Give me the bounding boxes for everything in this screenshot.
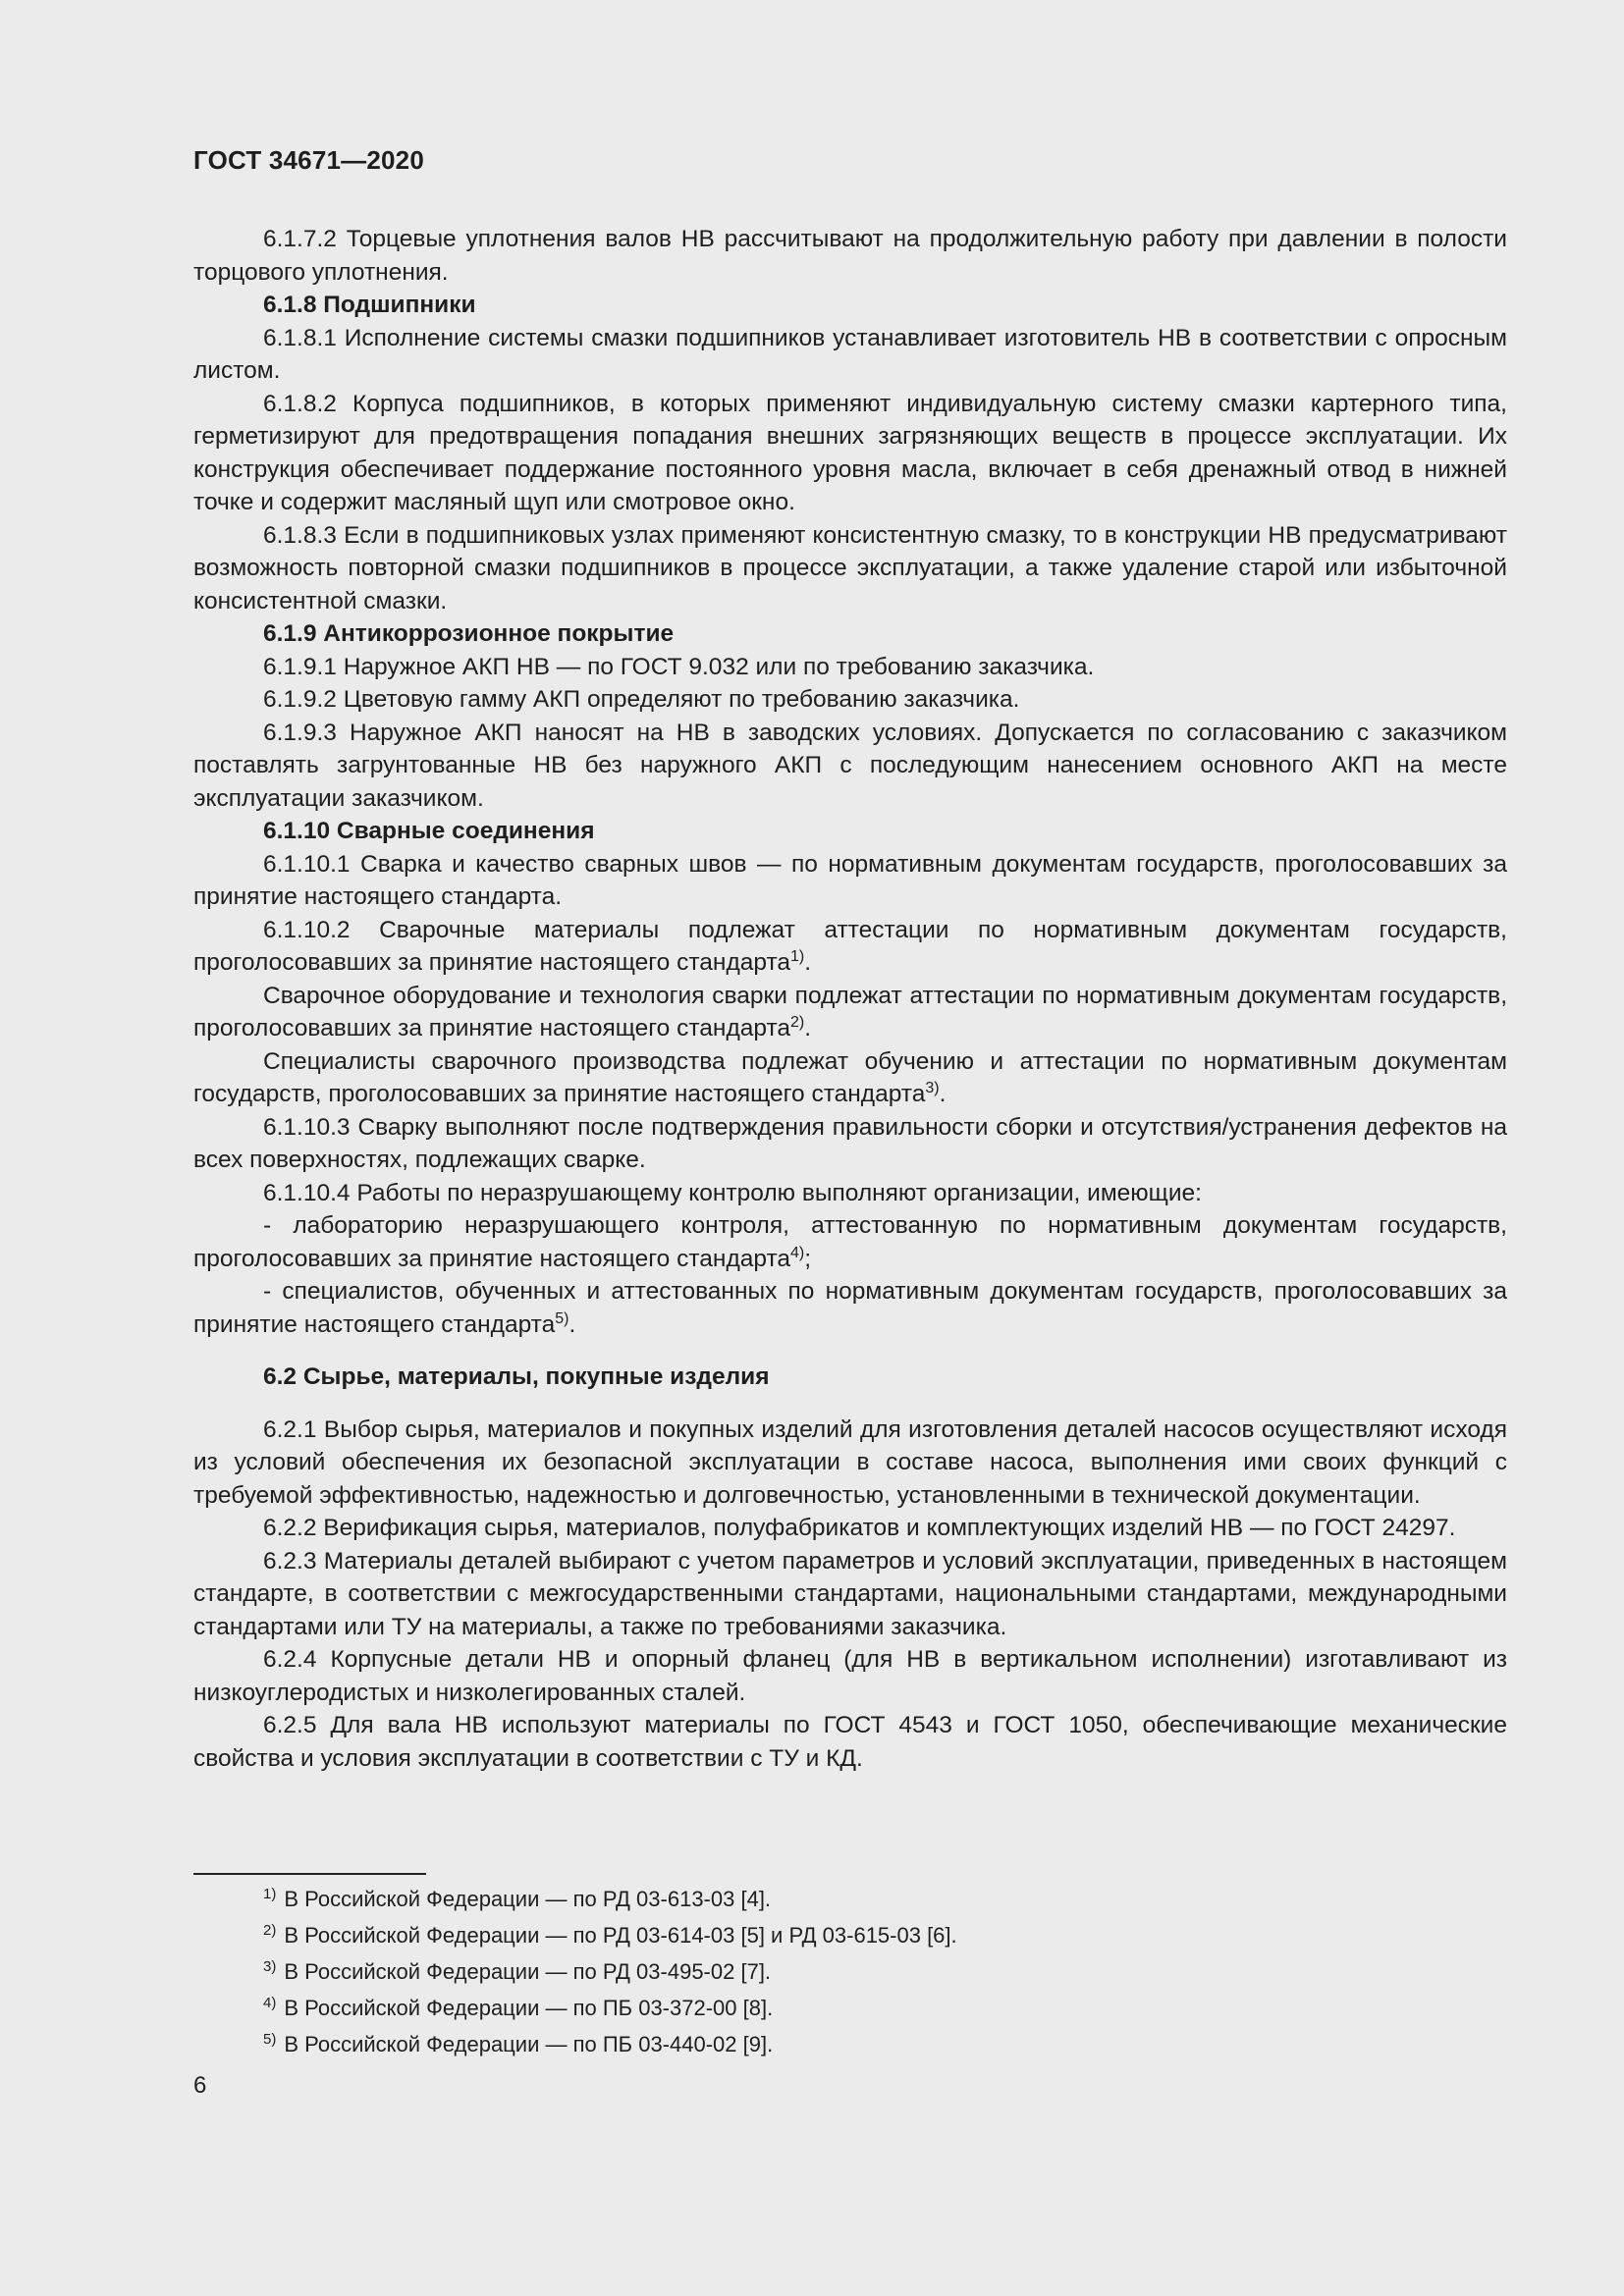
trailing-punct: . [939, 1081, 947, 1107]
footnote [263, 1881, 1441, 1917]
paragraph [193, 914, 1507, 980]
paragraph [193, 519, 1507, 618]
paragraph [193, 322, 1507, 388]
footnote [263, 1990, 1441, 2026]
trailing-punct: . [804, 1015, 812, 1041]
trailing-punct: ; [804, 1245, 812, 1272]
paragraph [193, 651, 1507, 684]
paragraph [193, 683, 1507, 717]
subsection-heading [193, 617, 1507, 651]
paragraph-text: 6.2.2 Верификация сырья, материалов, полуфабрикатов и комплектующих изделий НВ — по ГОСТ 24297. [263, 1515, 1456, 1541]
paragraph [193, 1512, 1507, 1545]
paragraph-text: 6.2.3 Материалы деталей выбирают с учетом параметров и условий эксплуатации, приведенных в настоящем стандарте, в соответствии с межгосударственными стандартами, национальными стандартами, международными стандартами или ТУ на материалы, а также по требованиями заказчика. [193, 1547, 1507, 1640]
footnote-mark: 1) [263, 1886, 277, 1902]
footnote-text: В Российской Федерации — по РД 03-614-03 [5] и РД 03-615-03 [6]. [284, 1923, 957, 1948]
paragraph [193, 1643, 1507, 1709]
footnote [263, 1953, 1441, 1990]
paragraph [193, 717, 1507, 816]
paragraph [193, 1275, 1507, 1341]
page-number: 6 [193, 2072, 207, 2099]
paragraph-text: 6.1.8.2 Корпуса подшипников, в которых применяют индивидуальную систему смазки картерного типа, герметизируют для предотвращения попадания внешних загрязняющих веществ в процессе эксплуатации. Их конструкция обеспечивает поддержание постоянного уровня масла, включает в себя дренажный отвод в нижней точке и содержит масляный щуп или смотровое окно. [193, 390, 1507, 515]
paragraph [193, 1177, 1507, 1210]
subsection-heading [193, 815, 1507, 848]
document-header: ГОСТ 34671—2020 [193, 145, 424, 175]
footnote-ref: 4) [790, 1244, 805, 1261]
document-body [193, 223, 1507, 1775]
footnote-mark: 3) [263, 1958, 277, 1975]
paragraph-text: 6.1.10.2 Сварочные материалы подлежат аттестации по нормативным документам государств, проголосовавших за принятие настоящего стандарта [193, 916, 1507, 976]
footnote-text: В Российской Федерации — по РД 03-613-03 [4]. [284, 1887, 772, 1911]
paragraph-text: 6.2.4 Корпусные детали НВ и опорный фланец (для НВ в вертикальном исполнении) изготавливают из низкоуглеродистых и низколегированных сталей. [193, 1646, 1507, 1706]
footnote-ref: 5) [555, 1309, 569, 1327]
paragraph [193, 1209, 1507, 1275]
paragraph [193, 388, 1507, 519]
paragraph [193, 1709, 1507, 1775]
footnote [263, 2026, 1441, 2062]
paragraph [193, 1045, 1507, 1111]
footnote-text: В Российской Федерации — по РД 03-495-02 [7]. [284, 1959, 772, 1984]
footnote-mark: 5) [263, 2031, 277, 2048]
footnote-mark: 4) [263, 1995, 277, 2011]
paragraph-text: 6.1.10.1 Сварка и качество сварных швов — по нормативным документам государств, проголосовавших за принятие настоящего стандарта. [193, 850, 1507, 910]
footnote [263, 1917, 1441, 1953]
paragraph-text: 6.1.9.1 Наружное АКП НВ — по ГОСТ 9.032 или по требованию заказчика. [263, 653, 1095, 680]
paragraph-text: Сварочное оборудование и технология сварки подлежат аттестации по нормативным документам государств, проголосовавших за принятие настоящего стандарта [193, 982, 1507, 1041]
paragraph-text: 6.1.9 Антикоррозионное покрытие [263, 620, 675, 647]
footnote-mark: 2) [263, 1922, 277, 1939]
paragraph-text: 6.1.8 Подшипники [263, 292, 476, 318]
paragraph [193, 980, 1507, 1045]
footnote-divider [193, 1873, 426, 1875]
paragraph-text: - лабораторию неразрушающего контроля, аттестованную по нормативным документам государств, проголосовавших за принятие настоящего стандарта [193, 1212, 1507, 1272]
paragraph-text: 6.1.10.4 Работы по неразрушающему контролю выполняют организации, имеющие: [263, 1179, 1202, 1206]
section-heading [193, 1361, 1507, 1394]
paragraph-text: 6.1.9.2 Цветовую гамму АКП определяют по требованию заказчика. [263, 686, 1020, 713]
paragraph-text: 6.2 Сырье, материалы, покупные изделия [263, 1363, 770, 1390]
paragraph [193, 1414, 1507, 1513]
paragraph-text: Специалисты сварочного производства подлежат обучению и аттестации по нормативным документам государств, проголосовавших за принятие настоящего стандарта [193, 1047, 1507, 1107]
paragraph-text: 6.1.9.3 Наружное АКП наносят на НВ в заводских условиях. Допускается по согласованию с заказчиком поставлять загрунтованные НВ без наружного АКП с последующим нанесением основного АКП на месте эксплуатации заказчиком. [193, 719, 1507, 812]
paragraph-text: 6.2.1 Выбор сырья, материалов и покупных изделий для изготовления деталей насосов осуществляют исходя из условий обеспечения их безопасной эксплуатации в составе насоса, выполнения ими своих функций с требуемой эффективностью, надежностью и долговечностью, установленными в технической документации. [193, 1415, 1507, 1509]
footnote-ref: 2) [790, 1014, 805, 1031]
paragraph-text: 6.1.8.3 Если в подшипниковых узлах применяют консистентную смазку, то в конструкции НВ предусматривают возможность повторной смазки подшипников в процессе эксплуатации, а также удаление старой или избыточной консистентной смазки. [193, 521, 1507, 614]
paragraph-text: 6.1.10 Сварные соединения [263, 818, 595, 844]
footnote-ref: 1) [790, 948, 805, 965]
paragraph [193, 223, 1507, 289]
footnote-text: В Российской Федерации — по ПБ 03-440-02 [9]. [284, 2032, 774, 2056]
paragraph-text: - специалистов, обученных и аттестованных по нормативным документам государств, проголосовавших за принятие настоящего стандарта [193, 1278, 1507, 1338]
paragraph [193, 1545, 1507, 1644]
paragraph-text: 6.1.7.2 Торцевые уплотнения валов НВ рассчитывают на продолжительную работу при давлении в полости торцового уплотнения. [193, 226, 1507, 286]
trailing-punct: . [804, 949, 812, 976]
subsection-heading [193, 289, 1507, 322]
paragraph-text: 6.1.10.3 Сварку выполняют после подтверждения правильности сборки и отсутствия/устранения дефектов на всех поверхностях, подлежащих сварке. [193, 1113, 1507, 1173]
paragraph [193, 1111, 1507, 1177]
paragraph-text: 6.1.8.1 Исполнение системы смазки подшипников устанавливает изготовитель НВ в соответствии с опросным листом. [193, 324, 1507, 384]
trailing-punct: . [568, 1310, 576, 1338]
footnote-text: В Российской Федерации — по ПБ 03-372-00 [8]. [284, 1996, 774, 2020]
paragraph [193, 848, 1507, 914]
paragraph-text: 6.2.5 Для вала НВ используют материалы по ГОСТ 4543 и ГОСТ 1050, обеспечивающие механические свойства и условия эксплуатации в соответствии с ТУ и КД. [193, 1712, 1507, 1772]
footnotes [263, 1881, 1441, 2062]
footnote-ref: 3) [925, 1080, 940, 1096]
